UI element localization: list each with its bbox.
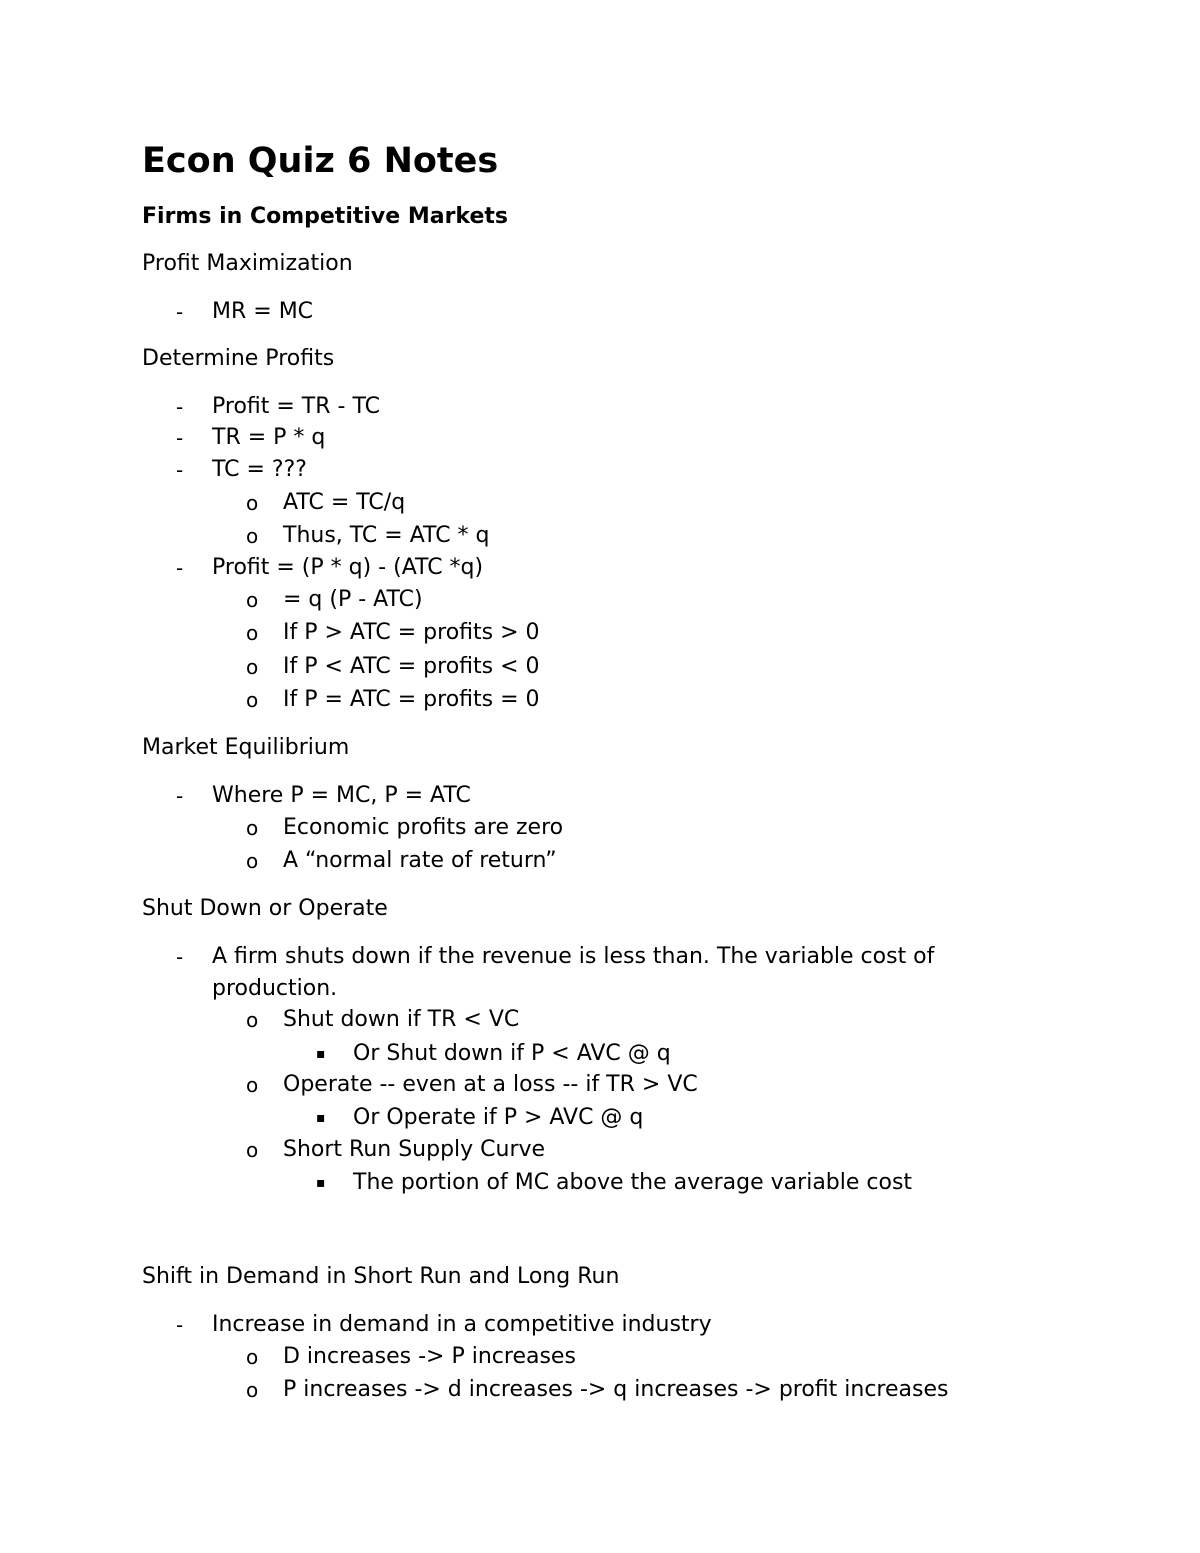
list-item: Or Shut down if P < AVC @ q <box>353 1041 671 1066</box>
dash-bullet: - <box>176 784 184 808</box>
list-item: Profit = (P * q) - (ATC *q) <box>212 555 484 580</box>
dash-bullet: - <box>176 458 184 482</box>
list-item-continuation: production. <box>212 976 338 1001</box>
section-heading-shut-down: Shut Down or Operate <box>142 896 388 921</box>
list-item: TC = ??? <box>212 457 307 482</box>
list-item: Shut down if TR < VC <box>283 1007 520 1032</box>
circle-bullet: o <box>246 524 259 548</box>
list-item: If P = ATC = profits = 0 <box>283 687 540 712</box>
list-item: If P > ATC = profits > 0 <box>283 620 540 645</box>
circle-bullet: o <box>246 688 259 712</box>
circle-bullet: o <box>246 491 259 515</box>
list-item: Thus, TC = ATC * q <box>283 523 490 548</box>
list-item: Where P = MC, P = ATC <box>212 783 471 808</box>
list-item: MR = MC <box>212 299 314 324</box>
page-title: Econ Quiz 6 Notes <box>142 141 499 181</box>
list-item: ATC = TC/q <box>283 490 406 515</box>
list-item: Short Run Supply Curve <box>283 1137 546 1162</box>
list-item: Or Operate if P > AVC @ q <box>353 1105 644 1130</box>
circle-bullet: o <box>246 1008 259 1032</box>
circle-bullet: o <box>246 816 259 840</box>
list-item: TR = P * q <box>212 425 326 450</box>
dash-bullet: - <box>176 395 184 419</box>
list-item: A firm shuts down if the revenue is less than. The variable cost of <box>212 944 935 969</box>
dash-bullet: - <box>176 556 184 580</box>
section-heading-market-equilibrium: Market Equilibrium <box>142 735 350 760</box>
list-item: Increase in demand in a competitive industry <box>212 1312 712 1337</box>
circle-bullet: o <box>246 621 259 645</box>
list-item: The portion of MC above the average variable cost <box>353 1170 913 1195</box>
list-item: Operate -- even at a loss -- if TR > VC <box>283 1072 698 1097</box>
circle-bullet: o <box>246 1345 259 1369</box>
section-heading-shift-in-demand: Shift in Demand in Short Run and Long Run <box>142 1264 620 1289</box>
list-item: A “normal rate of return” <box>283 848 557 873</box>
circle-bullet: o <box>246 1378 259 1402</box>
circle-bullet: o <box>246 1138 259 1162</box>
section-heading-profit-maximization: Profit Maximization <box>142 251 353 276</box>
dash-bullet: - <box>176 300 184 324</box>
circle-bullet: o <box>246 655 259 679</box>
dash-bullet: - <box>176 945 184 969</box>
square-bullet: ▪ <box>316 1046 326 1062</box>
dash-bullet: - <box>176 1313 184 1337</box>
square-bullet: ▪ <box>316 1110 326 1126</box>
list-item: = q (P - ATC) <box>283 587 423 612</box>
list-item: Profit = TR - TC <box>212 394 380 419</box>
circle-bullet: o <box>246 849 259 873</box>
list-item: D increases -> P increases <box>283 1344 576 1369</box>
dash-bullet: - <box>176 426 184 450</box>
page-subtitle: Firms in Competitive Markets <box>142 204 509 229</box>
list-item: If P < ATC = profits < 0 <box>283 654 540 679</box>
circle-bullet: o <box>246 588 259 612</box>
list-item: Economic profits are zero <box>283 815 564 840</box>
list-item: P increases -> d increases -> q increases -> profit increases <box>283 1377 949 1402</box>
circle-bullet: o <box>246 1073 259 1097</box>
section-heading-determine-profits: Determine Profits <box>142 346 335 371</box>
square-bullet: ▪ <box>316 1175 326 1191</box>
